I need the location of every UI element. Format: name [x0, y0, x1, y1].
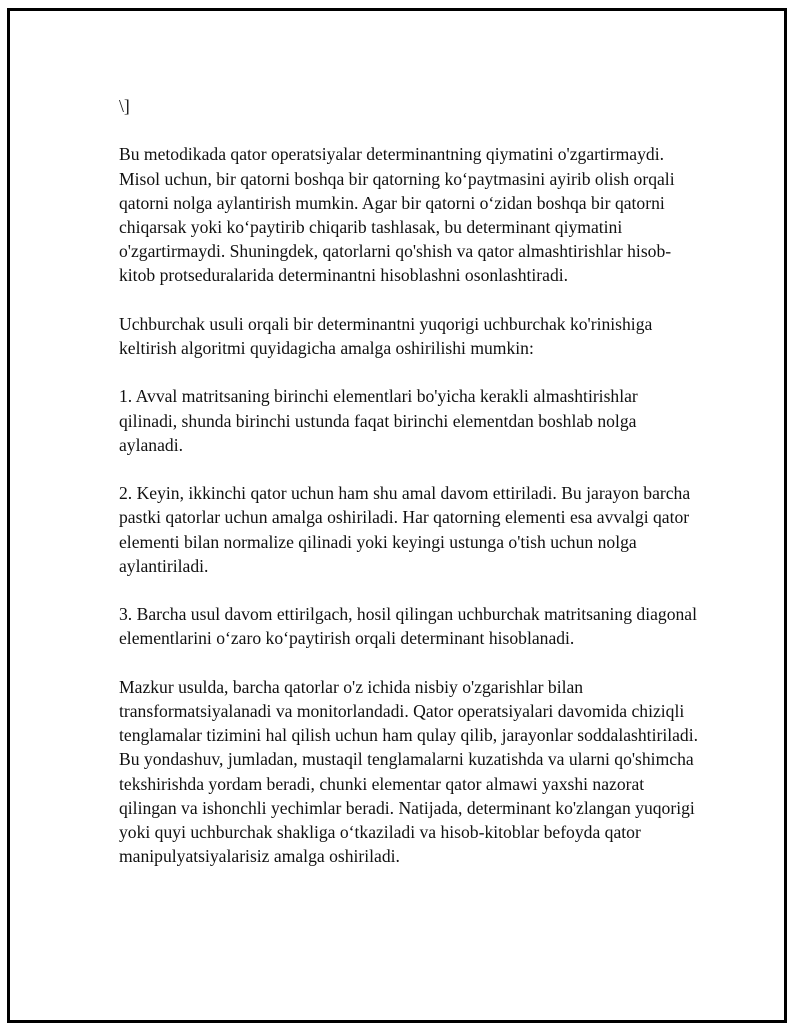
bracket-marker: \]	[119, 96, 130, 116]
paragraph-conclusion: Mazkur usulda, barcha qatorlar o'z ichida nisbiy o'zgarishlar bilan transformatsiyalanadi va monitorlandadi. Qator operatsiyalari davomida chiziqli tenglamalar tizimini hal qilish uchun ham qulay qilib, jarayonlar soddalashtiriladi. Bu yondashuv, jumladan, mustaqil tenglamalarni kuzatishda va ularni qo'shimcha tekshirishda yordam beradi, chunki elementar qator almawi yaxshi nazorat qilingan va ishonchli yechimlar beradi. Natijada, determinant ko'zlangan yuqorigi yoki quyi uchburchak shakliga o‘tkaziladi va hisob-kitoblar befoyda qator manipulyatsiyalarisiz amalga oshiriladi.	[119, 676, 698, 867]
paragraph-step-3: 3. Barcha usul davom ettirilgach, hosil qilingan uchburchak matritsaning diagonal elementlarini o‘zaro ko‘paytirish orqali determinant hisoblanadi.	[119, 604, 698, 649]
paragraph-triangular-intro: Uchburchak usuli orqali bir determinantni yuqorigi uchburchak ko'rinishiga keltirish algoritmi quyidagicha amalga oshirilishi mumkin:	[119, 313, 653, 358]
paragraph-row-operations: Bu metodikada qator operatsiyalar determinantning qiymatini o'zgartirmaydi. Misol uchun, bir qatorni boshqa bir qatorning ko‘paytmasini ayirib olish orqali qatorni nolga aylantirish mumkin. Agar bir qatorni o‘zidan boshqa bir qatorni chiqarsak yoki ko‘paytirib chiqarib tashlasak, bu determinant qiymatini o'zgartirmaydi. Shuningdek, qatorlarni qo'shish va qator almashtirishlar hisob-kitob protseduralarida determinantni hisoblashni osonlashtiradi.	[119, 144, 675, 286]
document-body	[119, 94, 699, 893]
paragraph-step-2: 2. Keyin, ikkinchi qator uchun ham shu amal davom ettiriladi. Bu jarayon barcha pastki qatorlar uchun amalga oshiriladi. Har qatorning elementi esa avvalgi qator elementi bilan normalize qilinadi yoki keyingi ustunga o'tish uchun nolga aylantiriladi.	[119, 483, 691, 576]
paragraph-step-1: 1. Avval matritsaning birinchi elementlari bo'yicha kerakli almashtirishlar qilinadi, shunda birinchi ustunda faqat birinchi elementdan boshlab nolga aylanadi.	[119, 386, 638, 455]
